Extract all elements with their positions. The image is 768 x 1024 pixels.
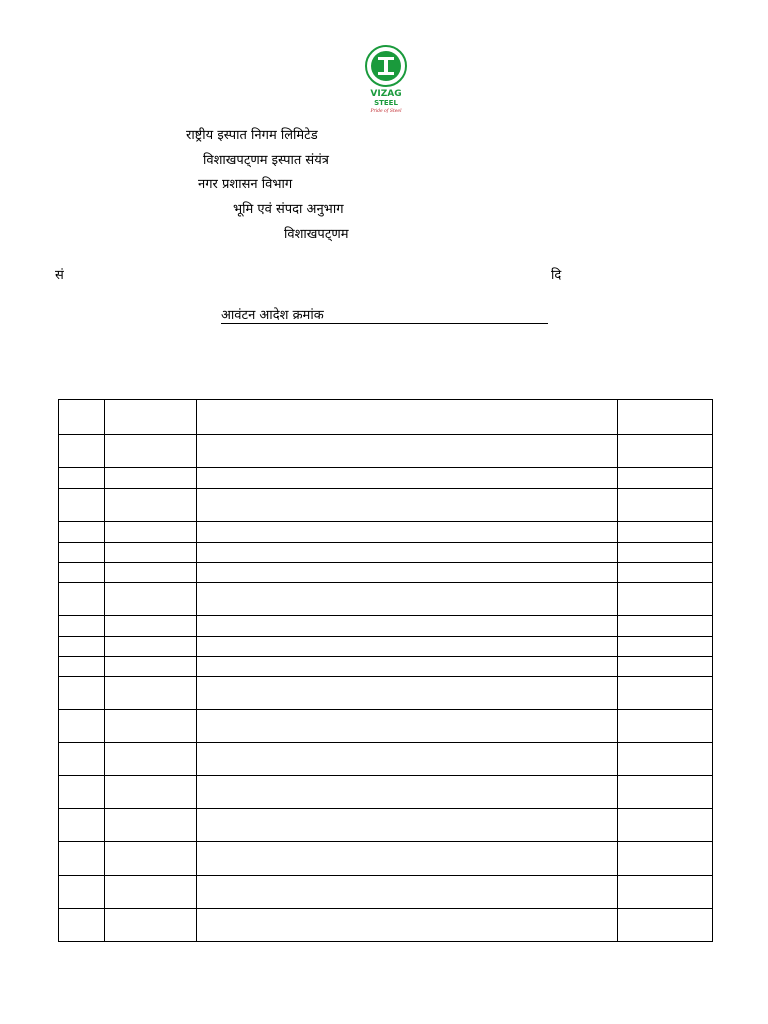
table-cell: [59, 637, 105, 657]
table-row: [59, 842, 713, 876]
table-cell: [105, 468, 197, 489]
table-cell: [59, 489, 105, 522]
table-cell: [197, 489, 618, 522]
table-cell: [105, 657, 197, 677]
table-row: [59, 400, 713, 435]
table-cell: [59, 842, 105, 876]
table-cell: [197, 743, 618, 776]
table-cell: [618, 400, 713, 435]
department-name: नगर प्रशासन विभाग: [198, 177, 293, 192]
table-cell: [59, 710, 105, 743]
table-cell: [197, 657, 618, 677]
table-row: [59, 563, 713, 583]
table-cell: [105, 842, 197, 876]
table-cell: [105, 909, 197, 942]
table-cell: [59, 563, 105, 583]
table-cell: [59, 657, 105, 677]
table-cell: [618, 842, 713, 876]
table-cell: [59, 583, 105, 616]
table-row: [59, 522, 713, 543]
table-cell: [618, 543, 713, 563]
table-cell: [618, 583, 713, 616]
table-cell: [618, 522, 713, 543]
table-cell: [105, 489, 197, 522]
table-cell: [197, 909, 618, 942]
table-cell: [618, 776, 713, 809]
table-cell: [59, 522, 105, 543]
table-cell: [618, 489, 713, 522]
table-cell: [59, 400, 105, 435]
table-cell: [618, 876, 713, 909]
table-cell: [105, 677, 197, 710]
section-name: भूमि एवं संपदा अनुभाग: [233, 202, 344, 217]
city-name: विशाखपट्णम: [284, 227, 349, 242]
table-cell: [197, 876, 618, 909]
date-label: दि: [551, 268, 562, 283]
table-cell: [197, 637, 618, 657]
table-cell: [197, 583, 618, 616]
svg-text:Pride of Steel: Pride of Steel: [370, 109, 402, 114]
table-cell: [59, 776, 105, 809]
table-cell: [105, 809, 197, 842]
table-cell: [105, 400, 197, 435]
plant-name: विशाखपट्णम इस्पात संयंत्र: [203, 153, 329, 168]
table-cell: [59, 677, 105, 710]
table-cell: [618, 710, 713, 743]
table-row: [59, 876, 713, 909]
table-cell: [197, 809, 618, 842]
table-cell: [59, 809, 105, 842]
table-row: [59, 637, 713, 657]
table-row: [59, 909, 713, 942]
table-row: [59, 677, 713, 710]
table-cell: [105, 563, 197, 583]
table-cell: [105, 876, 197, 909]
svg-text:STEEL: STEEL: [374, 99, 398, 107]
table-cell: [59, 616, 105, 637]
table-cell: [618, 637, 713, 657]
table-cell: [59, 543, 105, 563]
table-cell: [105, 583, 197, 616]
table-row: [59, 616, 713, 637]
table-row: [59, 776, 713, 809]
table-cell: [59, 909, 105, 942]
table-cell: [105, 776, 197, 809]
table-cell: [105, 435, 197, 468]
allotment-table: [58, 399, 713, 942]
table-cell: [197, 710, 618, 743]
table-cell: [197, 842, 618, 876]
reference-number-label: सं: [55, 268, 64, 283]
table-cell: [618, 435, 713, 468]
table-cell: [197, 435, 618, 468]
table-cell: [618, 743, 713, 776]
table-cell: [197, 616, 618, 637]
table-cell: [197, 563, 618, 583]
table-cell: [105, 616, 197, 637]
table-cell: [197, 776, 618, 809]
table-cell: [59, 876, 105, 909]
table-cell: [618, 468, 713, 489]
table-row: [59, 489, 713, 522]
table-cell: [59, 743, 105, 776]
svg-text:VIZAG: VIZAG: [370, 89, 402, 99]
table-row: [59, 468, 713, 489]
table-cell: [197, 677, 618, 710]
vizag-steel-logo: [358, 44, 414, 114]
table-row: [59, 657, 713, 677]
table-cell: [618, 677, 713, 710]
table-cell: [105, 522, 197, 543]
table-row: [59, 743, 713, 776]
table-cell: [618, 809, 713, 842]
table-cell: [105, 710, 197, 743]
table-row: [59, 435, 713, 468]
table-row: [59, 710, 713, 743]
table-cell: [197, 400, 618, 435]
table-cell: [618, 616, 713, 637]
table-cell: [105, 637, 197, 657]
table-cell: [197, 468, 618, 489]
table-cell: [105, 743, 197, 776]
allotment-order-title: आवंटन आदेश क्रमांक: [221, 308, 548, 324]
table-cell: [618, 909, 713, 942]
table-cell: [59, 435, 105, 468]
org-name: राष्ट्रीय इस्पात निगम लिमिटेड: [186, 128, 318, 143]
table-cell: [59, 468, 105, 489]
table-cell: [197, 522, 618, 543]
table-cell: [105, 543, 197, 563]
table-row: [59, 543, 713, 563]
table-cell: [618, 657, 713, 677]
table-cell: [618, 563, 713, 583]
table-row: [59, 809, 713, 842]
table-cell: [197, 543, 618, 563]
table-row: [59, 583, 713, 616]
